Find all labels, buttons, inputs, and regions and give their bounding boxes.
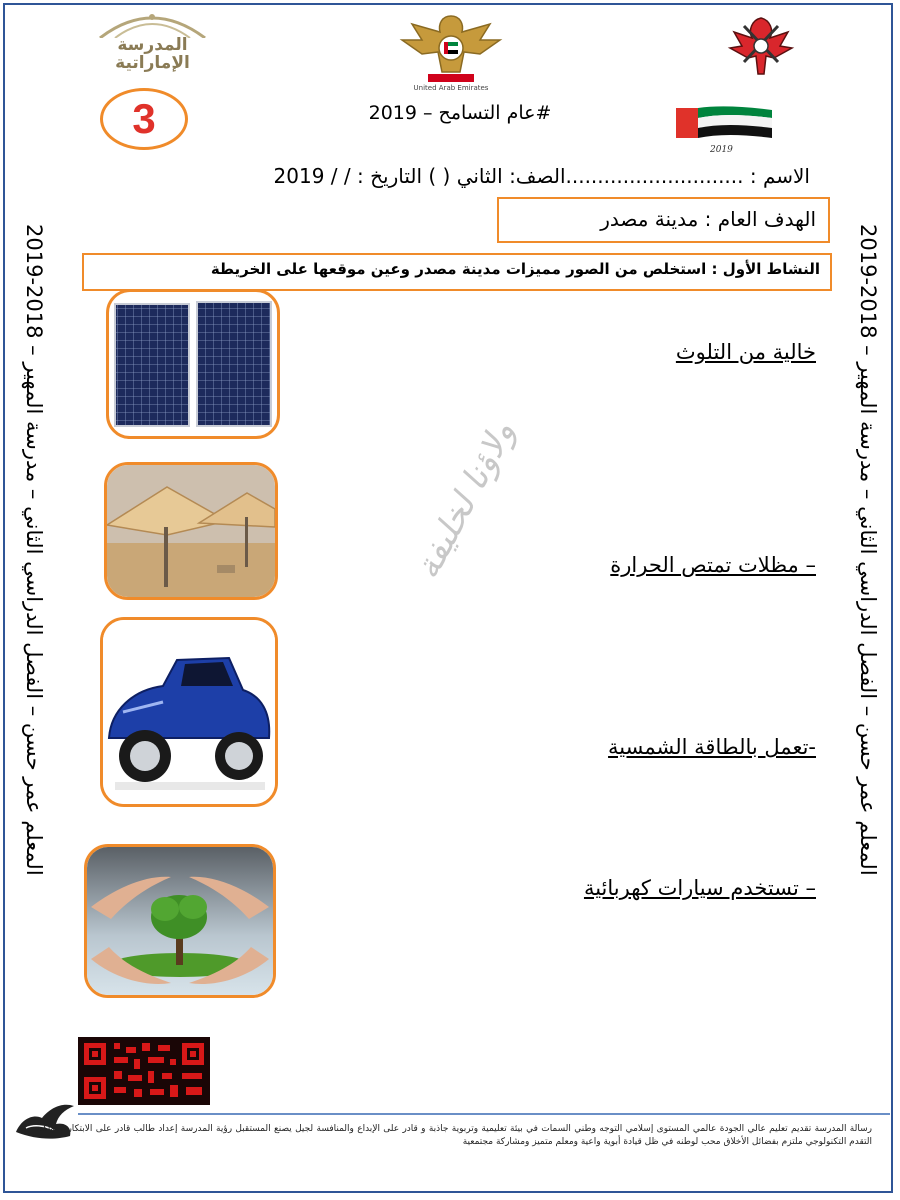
watermark: ولاؤنا لخليفة [406,414,524,586]
side-banner-left [16,10,52,1090]
feature-no-pollution: خالية من التلوث [675,340,816,364]
side-banner-right [850,10,886,1090]
feature-electric-cars: – تستخدم سيارات كهربائية [583,876,816,900]
side-banner-right-text: المعلم عمر حسن – الفصل الدراسي الثاني – مدرسة المهير – 2018-2019 [856,224,880,876]
qr-code-icon [78,1037,210,1105]
abu-dhabi-emblem [722,10,800,82]
lesson-number-badge [100,88,188,150]
electric-car-image [100,617,278,807]
footer-mission-vision: رسالة المدرسة تقديم تعليم عالي الجودة عالمي المستوى إسلامي التوجه وطني السمات في بيئة تعليمية وتربوية جاذبة و قادر على الإبداع والمنافسة لجيل يصنع المستقبل رؤية المدرسة إعداد طالب قادر على الابتكار ومواكبة التقدم التكنولوجي ملتزم بفضائل الأخلاق محب لوطنه في ظل قيادة أبوية واعية ومعلم متميز ومشاركة مجتمعية [36,1124,872,1147]
uae-emblem [392,10,510,92]
lesson-number: 3 [132,95,156,142]
hands-tree-image [84,844,276,998]
general-goal-text: الهدف العام : مدينة مصدر [600,207,816,231]
school-logo-arch-icon [90,8,215,38]
emblem-caption: United Arab Emirates [413,84,489,92]
umbrella-icon [107,465,275,597]
side-banner-left-text: المعلم عمر حسن – الفصل الدراسي الثاني – مدرسة المهير – 2018-2019 [22,224,46,876]
feature-heat-absorbing-shades: – مظلات تمتص الحرارة [610,553,816,577]
footer-divider [78,1113,890,1115]
name-class-date-line: الاسم : ............................الصف: الثاني ( ) التاريخ : / / 2019 [273,164,810,188]
qr-code [78,1037,210,1105]
school-logo-text: المدرسة الإماراتية [115,35,190,73]
activity-one-box [82,253,832,291]
uae-flag [676,104,772,160]
flag-caption: 2019 [710,145,733,155]
abu-dhabi-falcon-icon [722,10,800,82]
car-icon [103,620,275,804]
uae-flag-icon [676,104,772,160]
year-title: #عام التسامح – 2019 [368,102,552,124]
tree-icon [87,847,273,995]
falcon-emblem-icon [392,10,510,84]
general-goal-box [497,197,830,243]
shade-umbrellas-image [104,462,278,600]
solar-panels-image [106,289,280,439]
activity-one-text: النشاط الأول : استخلص من الصور مميزات مدينة مصدر وعين موقعها على الخريطة [210,260,820,278]
feature-solar-powered: -تعمل بالطاقة الشمسية [608,735,816,759]
school-logo [90,8,215,78]
solar-panel-icon [109,292,277,436]
